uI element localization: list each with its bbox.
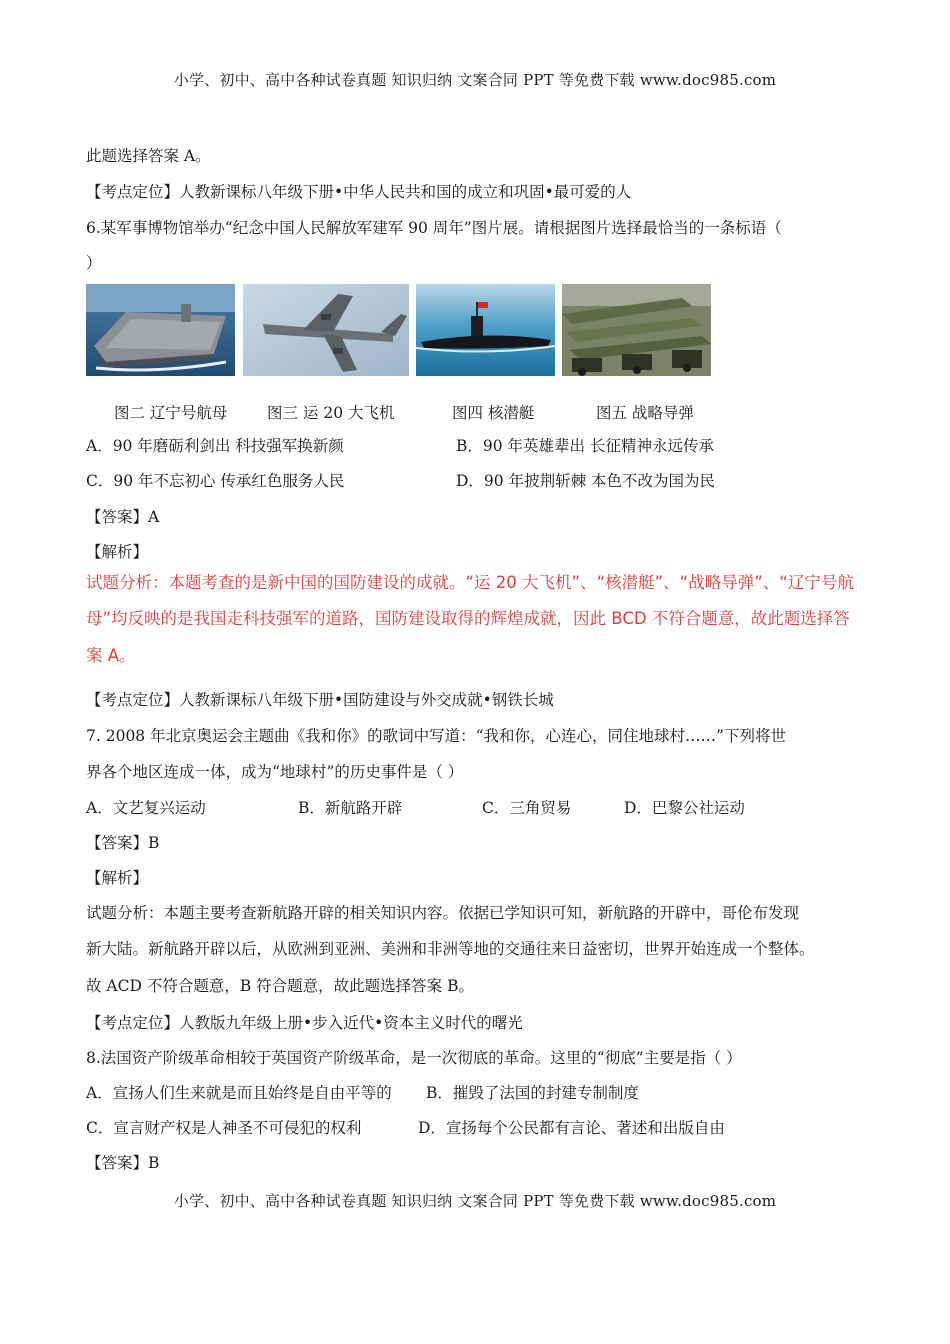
q8-option-d: D．宣扬每个公民都有言论、著述和出版自由 <box>418 1119 725 1137</box>
q7-answer: 【答案】B <box>86 834 160 852</box>
transport-plane-photo <box>243 284 409 376</box>
page-footer: 小学、初中、高中各种试卷真题 知识归纳 文案合同 PPT 等免费下载 www.doc985.com <box>173 1192 777 1210</box>
q6-analysis-head: 【解析】 <box>86 543 149 561</box>
q7-option-b: B．新航路开辟 <box>298 799 403 817</box>
q6-answer: 【答案】A <box>86 508 160 526</box>
q8-option-a: A．宣扬人们生来就是而且始终是自由平等的 <box>86 1084 392 1102</box>
question-8-stem: 8.法国资产阶级革命相较于英国资产阶级革命，是一次彻底的革命。这里的“彻底”主要是指（ ） <box>86 1049 742 1067</box>
q6-kaodian: 【考点定位】人教新课标八年级下册•国防建设与外交成就•钢铁长城 <box>86 691 554 709</box>
q7-option-d: D．巴黎公社运动 <box>624 799 745 817</box>
strategic-missile-photo <box>562 284 711 376</box>
q7-option-a: A．文艺复兴运动 <box>86 799 206 817</box>
q7-analysis-line-1: 试题分析：本题主要考查新航路开辟的相关知识内容。依据已学知识可知，新航路的开辟中，哥伦布发现 <box>86 904 800 922</box>
question-6-stem-cont: ） <box>86 254 102 272</box>
photo-strip <box>86 284 716 376</box>
q6-analysis-line-2: 母”均反映的是我国走科技强军的道路，国防建设取得的辉煌成就，因此 BCD 不符合题意，故此题选择答 <box>86 609 850 628</box>
answer-line: 此题选择答案 A。 <box>86 147 211 165</box>
page-header: 小学、初中、高中各种试卷真题 知识归纳 文案合同 PPT 等免费下载 www.doc985.com <box>173 71 777 89</box>
q6-analysis-line-1: 试题分析：本题考查的是新中国的国防建设的成就。“运 20 大飞机”、“核潜艇”、“战略导弹”、“辽宁号航 <box>86 573 854 592</box>
caption-fig5: 图五 战略导弹 <box>596 404 694 422</box>
q7-kaodian: 【考点定位】人教版九年级上册•步入近代•资本主义时代的曙光 <box>86 1014 523 1032</box>
q8-option-c: C．宣言财产权是人神圣不可侵犯的权利 <box>86 1119 362 1137</box>
q8-answer: 【答案】B <box>86 1154 160 1172</box>
q7-analysis-head: 【解析】 <box>86 869 149 887</box>
q7-analysis-line-3: 故 ACD 不符合题意，B 符合题意，故此题选择答案 B。 <box>86 977 474 995</box>
kaodian-line: 【考点定位】人教新课标八年级下册•中华人民共和国的成立和巩固•最可爱的人 <box>86 183 632 201</box>
question-7-stem: 7. 2008 年北京奥运会主题曲《我和你》的歌词中写道：“我和你，心连心，同住地球村……”下列将世 <box>86 727 786 745</box>
aircraft-carrier-photo <box>86 284 235 376</box>
q6-analysis-line-3: 案 A。 <box>86 646 136 665</box>
question-7-stem-cont: 界各个地区连成一体，成为“地球村”的历史事件是（ ） <box>86 763 464 781</box>
submarine-photo <box>416 284 555 376</box>
q6-option-b: B．90 年英雄辈出 长征精神永远传承 <box>456 437 714 455</box>
caption-fig2: 图二 辽宁号航母 <box>114 404 228 422</box>
q8-option-b: B．摧毁了法国的封建专制制度 <box>426 1084 639 1102</box>
q7-option-c: C．三角贸易 <box>482 799 572 817</box>
caption-fig4: 图四 核潜艇 <box>452 404 535 422</box>
q6-option-c: C．90 年不忘初心 传承红色服务人民 <box>86 472 345 490</box>
q6-option-d: D．90 年披荆斩棘 本色不改为国为民 <box>456 472 716 490</box>
q6-option-a: A．90 年磨砺利剑出 科技强军换新颜 <box>86 437 344 455</box>
question-6-stem: 6.某军事博物馆举办“纪念中国人民解放军建军 90 周年”图片展。请根据图片选择最恰当的一条标语（ <box>86 219 782 237</box>
caption-fig3: 图三 运 20 大飞机 <box>267 404 395 422</box>
q7-analysis-line-2: 新大陆。新航路开辟以后，从欧洲到亚洲、美洲和非洲等地的交通往来日益密切，世界开始连成一个整体。 <box>86 940 815 958</box>
